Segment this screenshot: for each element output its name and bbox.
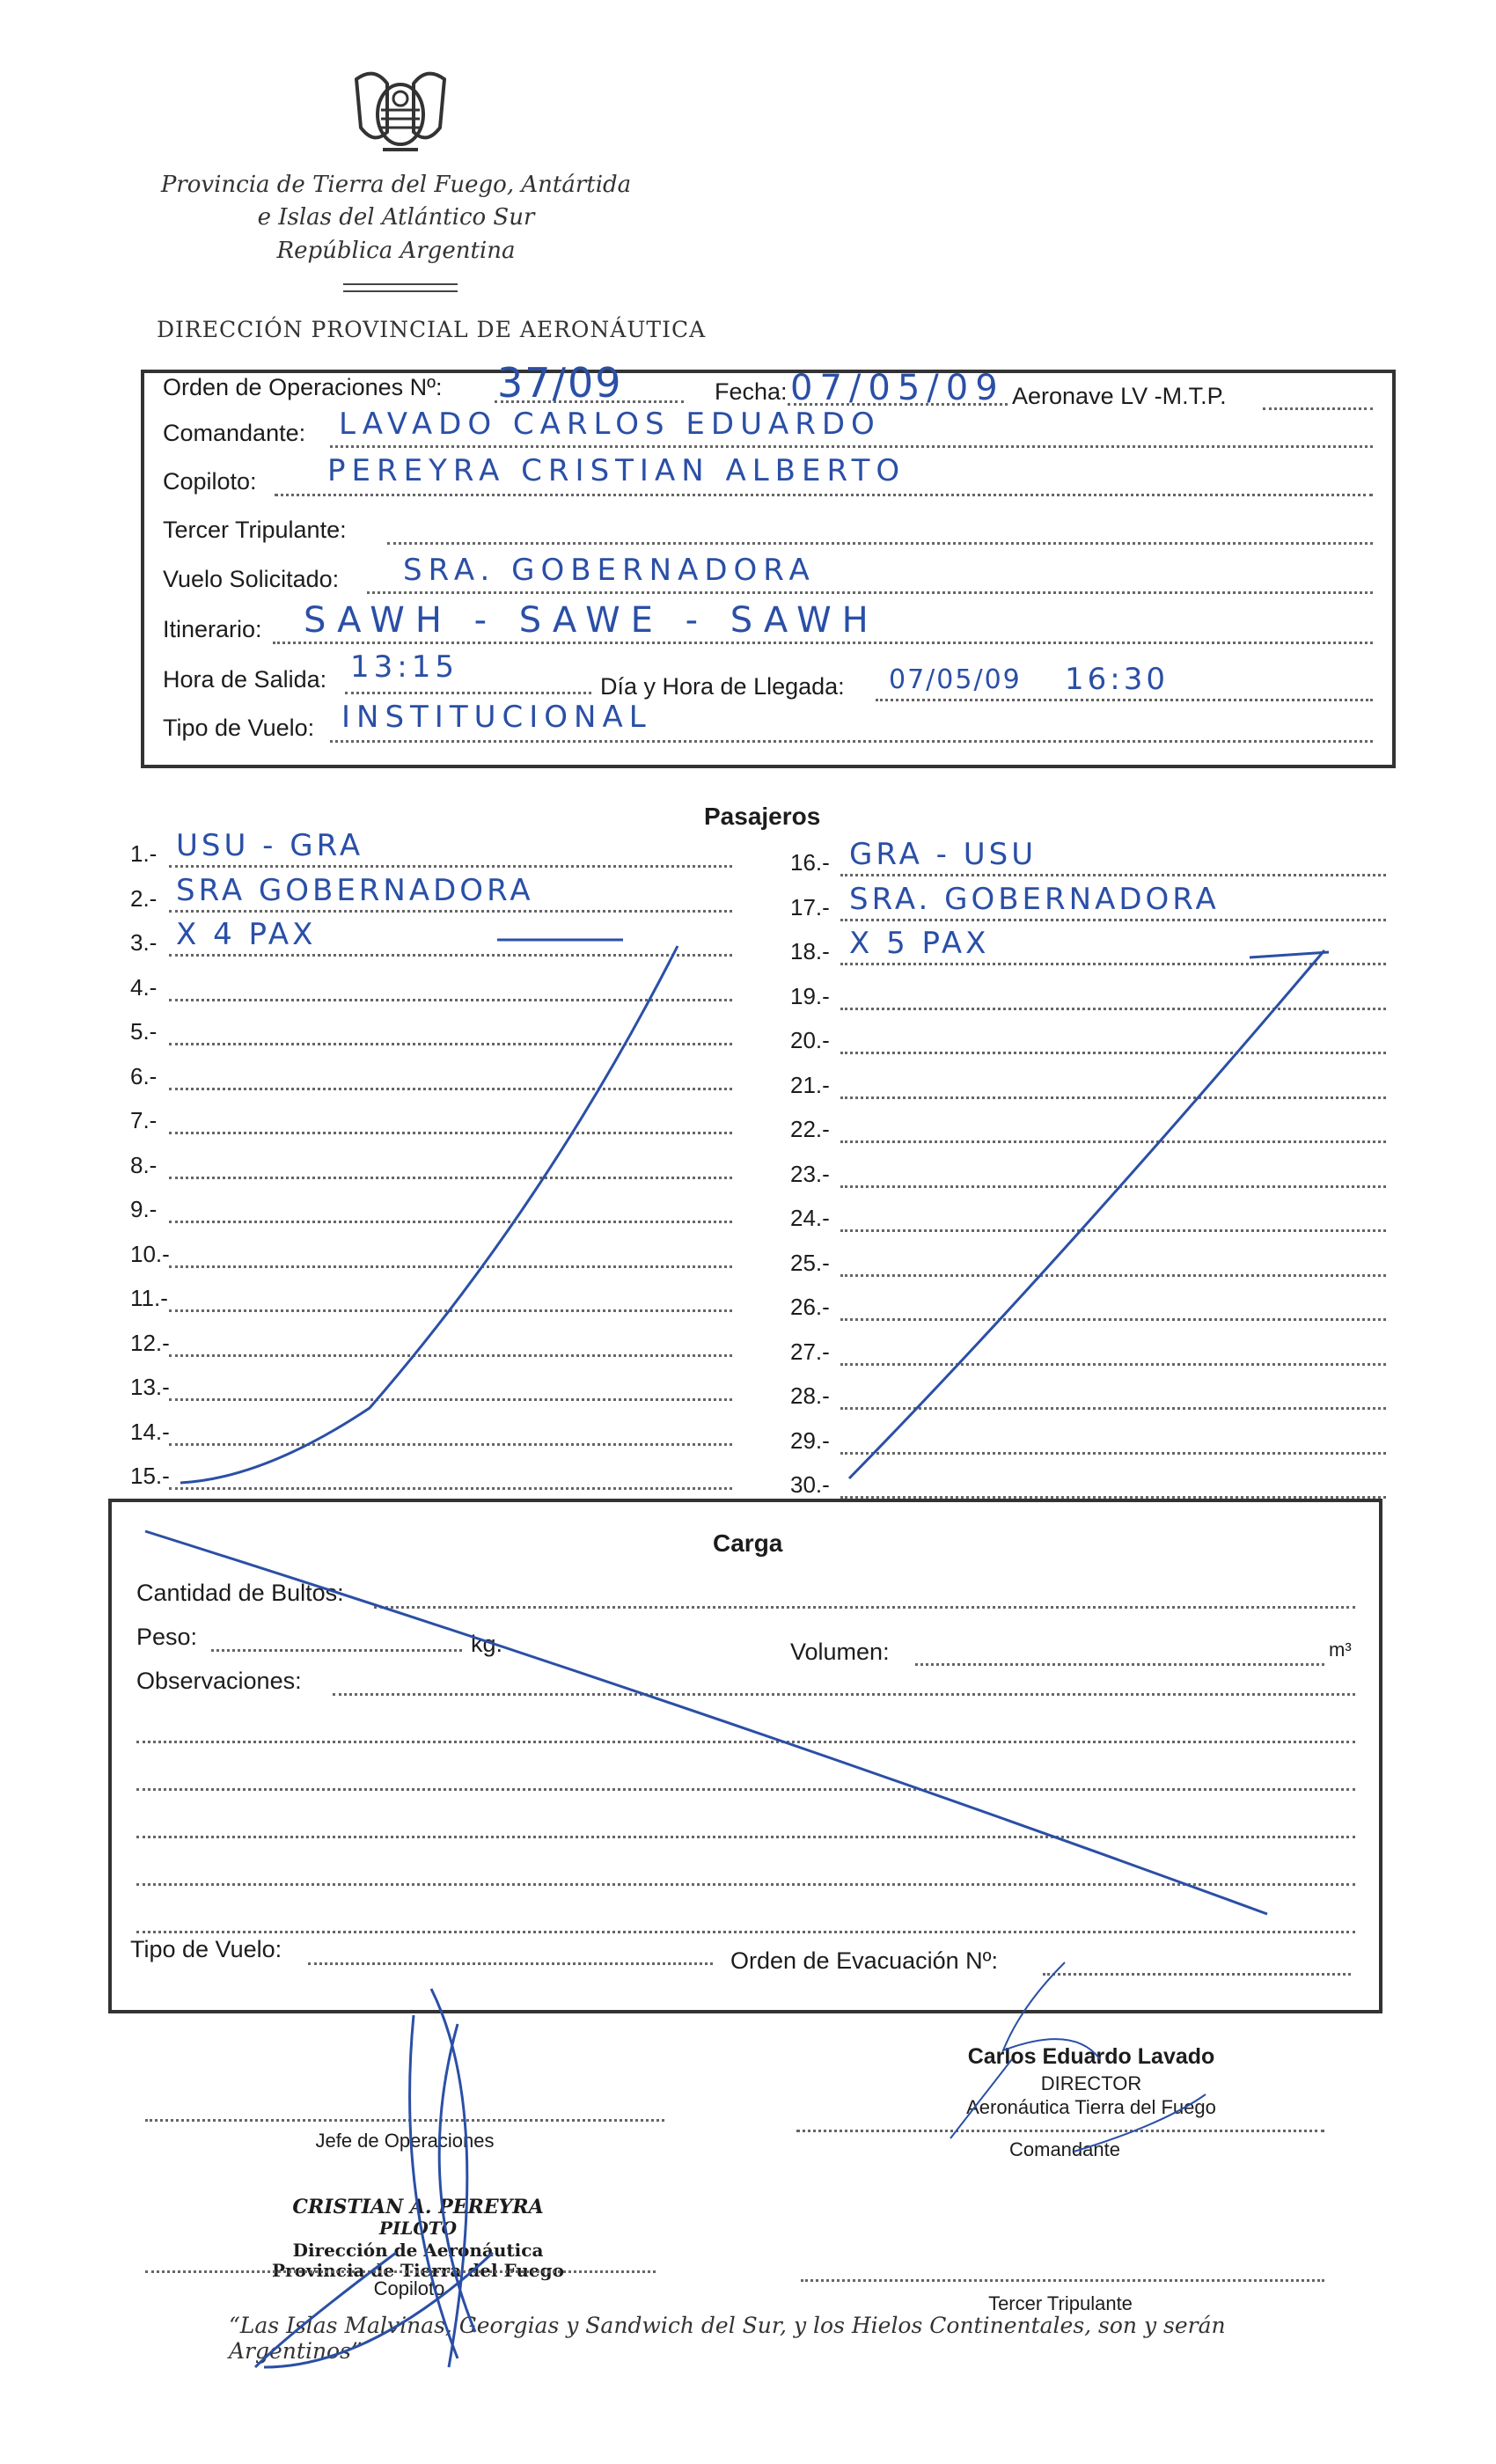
itinerario-line: [273, 642, 1373, 644]
orden-value[interactable]: 37/09: [497, 359, 623, 407]
passenger-line: [840, 1274, 1386, 1277]
department-title: DIRECCIÓN PROVINCIAL DE AERONÁUTICA: [157, 317, 707, 342]
tercer-signature-line: [801, 2279, 1324, 2282]
comandante-signature-line: [796, 2130, 1324, 2132]
passenger-number: 24.-: [790, 1205, 830, 1231]
passenger-number: 29.-: [790, 1426, 830, 1454]
llegada-line: [876, 699, 1373, 701]
passenger-line: [840, 1363, 1386, 1366]
vuelo-solicitado-value[interactable]: SRA. GOBERNADORA: [403, 553, 816, 588]
tipo-vuelo-value[interactable]: INSTITUCIONAL: [341, 700, 652, 735]
llegada-fecha[interactable]: 07/05/09: [889, 664, 1022, 695]
vuelo-solicitado-line: [367, 591, 1373, 594]
passenger-line: [169, 865, 732, 868]
aeronave-label: Aeronave LV -M.T.P.: [1012, 383, 1227, 409]
passenger-number: 25.-: [790, 1249, 830, 1276]
passenger-line: [840, 1452, 1386, 1455]
tercer-tripulante-label: Tercer Tripulante:: [163, 517, 347, 543]
passenger-entry[interactable]: USU - GRA: [176, 828, 364, 863]
copiloto-signature-line: [145, 2270, 656, 2273]
passenger-line: [840, 874, 1386, 876]
copiloto-line: [275, 494, 1373, 496]
passenger-number: 4.-: [130, 973, 158, 1001]
passenger-line: [169, 1043, 732, 1045]
peso-label: Peso:: [136, 1624, 198, 1650]
passenger-number: 13.-: [130, 1374, 170, 1400]
passenger-line: [840, 1096, 1386, 1099]
passenger-number: 22.-: [790, 1116, 830, 1142]
passenger-entry[interactable]: SRA GOBERNADORA: [176, 872, 534, 908]
copiloto-signature-label: Copiloto: [373, 2277, 445, 2299]
stamp-right-name: Carlos Eduardo Lavado: [967, 2044, 1215, 2069]
passenger-line: [169, 1177, 732, 1179]
passenger-number: 12.-: [130, 1329, 170, 1356]
passenger-number: 3.-: [130, 929, 158, 956]
cancel-stroke-right: [849, 950, 1324, 1478]
comandante-value[interactable]: LAVADO CARLOS EDUARDO: [339, 407, 881, 442]
passenger-number: 7.-: [130, 1107, 158, 1133]
aeronave-line: [1263, 407, 1373, 410]
bultos-line: [374, 1606, 1355, 1609]
passenger-line: [840, 1140, 1386, 1143]
bultos-label: Cantidad de Bultos:: [136, 1580, 344, 1606]
stamp-right-org: Aeronáutica Tierra del Fuego: [966, 2096, 1216, 2118]
province-line-1: Provincia de Tierra del Fuego, Antártida: [160, 172, 632, 198]
passenger-number: 20.-: [790, 1027, 830, 1053]
passenger-number: 30.-: [790, 1471, 830, 1498]
tercer-signature-label: Tercer Tripulante: [988, 2292, 1133, 2314]
passenger-line: [169, 1443, 732, 1446]
passenger-line: [169, 1088, 732, 1090]
volumen-label: Volumen:: [790, 1639, 890, 1665]
tercer-tripulante-line: [387, 542, 1373, 545]
passenger-number: 18.-: [790, 938, 830, 964]
dash-right: [1250, 952, 1329, 957]
provincial-seal-icon: [348, 62, 453, 167]
volumen-unit: m³: [1329, 1639, 1352, 1661]
passenger-line: [169, 1132, 732, 1134]
passenger-line: [169, 1265, 732, 1268]
jefe-signature: [255, 1989, 493, 2367]
observaciones-line-1: [333, 1693, 1355, 1696]
comandante-line: [330, 445, 1373, 448]
itinerario-label: Itinerario:: [163, 616, 262, 642]
copiloto-label: Copiloto:: [163, 468, 257, 495]
pasajeros-title: Pasajeros: [704, 803, 821, 830]
hora-salida-line: [345, 692, 591, 694]
passenger-number: 26.-: [790, 1294, 830, 1320]
passenger-line: [840, 1407, 1386, 1410]
stamp-left-title: PILOTO: [378, 2218, 458, 2239]
passenger-number: 19.-: [790, 982, 830, 1009]
copiloto-value[interactable]: PEREYRA CRISTIAN ALBERTO: [327, 453, 906, 488]
vuelo-solicitado-label: Vuelo Solicitado:: [163, 566, 340, 592]
hora-salida-label: Hora de Salida:: [163, 666, 327, 693]
observaciones-line-4: [136, 1836, 1355, 1838]
passenger-entry[interactable]: GRA - USU: [849, 837, 1038, 872]
hora-salida-value[interactable]: 13:15: [350, 649, 458, 685]
tipo-vuelo-label: Tipo de Vuelo:: [163, 715, 315, 741]
passenger-number: 16.-: [790, 849, 830, 876]
passenger-number: 2.-: [130, 884, 158, 912]
fecha-value[interactable]: 07/05/09: [790, 368, 1005, 408]
footer-quote: “Las Islas Malvinas, Georgias y Sandwich del Sur, y los Hielos Continentales, son y serán Argentinos”: [229, 2313, 1226, 2364]
stamp-left-org-1: Dirección de Aeronáutica: [292, 2240, 544, 2261]
peso-line: [211, 1649, 462, 1652]
passenger-line: [169, 1309, 732, 1312]
evacuacion-label: Orden de Evacuación Nº:: [730, 1947, 999, 1974]
passenger-number: 14.-: [130, 1418, 170, 1445]
peso-unit: kg.: [471, 1631, 503, 1657]
passenger-entry[interactable]: X 5 PAX: [849, 926, 990, 961]
comandante-signature-label: Comandante: [1009, 2138, 1120, 2160]
observaciones-line-3: [136, 1788, 1355, 1791]
passenger-line: [169, 999, 732, 1001]
observaciones-line-2: [136, 1741, 1355, 1743]
header-divider: [343, 290, 458, 292]
stamp-right-title: DIRECTOR: [1040, 2072, 1142, 2094]
stamp-left-name: CRISTIAN A. PEREYRA: [292, 2196, 544, 2218]
passenger-line: [840, 1185, 1386, 1188]
passenger-number: 23.-: [790, 1160, 830, 1187]
passenger-entry[interactable]: X 4 PAX: [176, 917, 317, 952]
carga-box: [108, 1499, 1382, 2013]
header-divider: [343, 283, 458, 285]
jefe-label: Jefe de Operaciones: [315, 2130, 495, 2152]
passenger-line: [169, 1398, 732, 1401]
passenger-line: [840, 919, 1386, 921]
evacuacion-line: [1043, 1973, 1351, 1976]
volumen-line: [915, 1663, 1324, 1666]
passenger-number: 17.-: [790, 893, 830, 920]
passenger-number: 11.-: [130, 1285, 168, 1311]
passenger-number: 5.-: [130, 1018, 158, 1045]
tipo-vuelo-line: [330, 740, 1373, 743]
passenger-entry[interactable]: SRA. GOBERNADORA: [849, 881, 1220, 917]
passenger-number: 28.-: [790, 1382, 830, 1409]
passenger-number: 9.-: [130, 1196, 158, 1222]
carga-tipo-label: Tipo de Vuelo:: [130, 1936, 282, 1962]
passenger-line: [840, 1008, 1386, 1010]
passenger-number: 15.-: [130, 1463, 170, 1489]
province-line-3: República Argentina: [276, 238, 516, 264]
passenger-number: 10.-: [130, 1240, 170, 1267]
orden-label: Orden de Operaciones Nº:: [163, 374, 443, 400]
cancel-stroke-left: [180, 946, 678, 1483]
passenger-number: 8.-: [130, 1151, 158, 1178]
passenger-line: [169, 1354, 732, 1357]
passenger-number: 27.-: [790, 1338, 830, 1365]
llegada-hora[interactable]: 16:30: [1065, 662, 1169, 697]
jefe-signature-line: [145, 2119, 664, 2122]
fecha-label: Fecha:: [715, 378, 788, 405]
passenger-number: 1.-: [130, 840, 158, 867]
passenger-line: [169, 954, 732, 957]
comandante-label: Comandante:: [163, 420, 306, 446]
passenger-line: [840, 963, 1386, 965]
observaciones-line-5: [136, 1883, 1355, 1886]
observaciones-label: Observaciones:: [136, 1668, 302, 1694]
passenger-number: 6.-: [130, 1062, 158, 1089]
passenger-line: [840, 1229, 1386, 1232]
passenger-line: [169, 910, 732, 913]
llegada-label: Día y Hora de Llegada:: [600, 673, 845, 700]
province-line-2: e Islas del Atlántico Sur: [257, 204, 535, 231]
passenger-line: [169, 1221, 732, 1223]
passenger-number: 21.-: [790, 1071, 830, 1098]
carga-tipo-line: [308, 1962, 713, 1965]
passenger-line: [169, 1487, 732, 1490]
itinerario-value[interactable]: SAWH - SAWE - SAWH: [304, 600, 879, 641]
passenger-line: [840, 1052, 1386, 1054]
stamp-left-org-2: Provincia de Tierra del Fuego: [272, 2260, 564, 2281]
passenger-line: [840, 1318, 1386, 1321]
carga-title: Carga: [713, 1529, 783, 1557]
observaciones-line-6: [136, 1931, 1355, 1933]
